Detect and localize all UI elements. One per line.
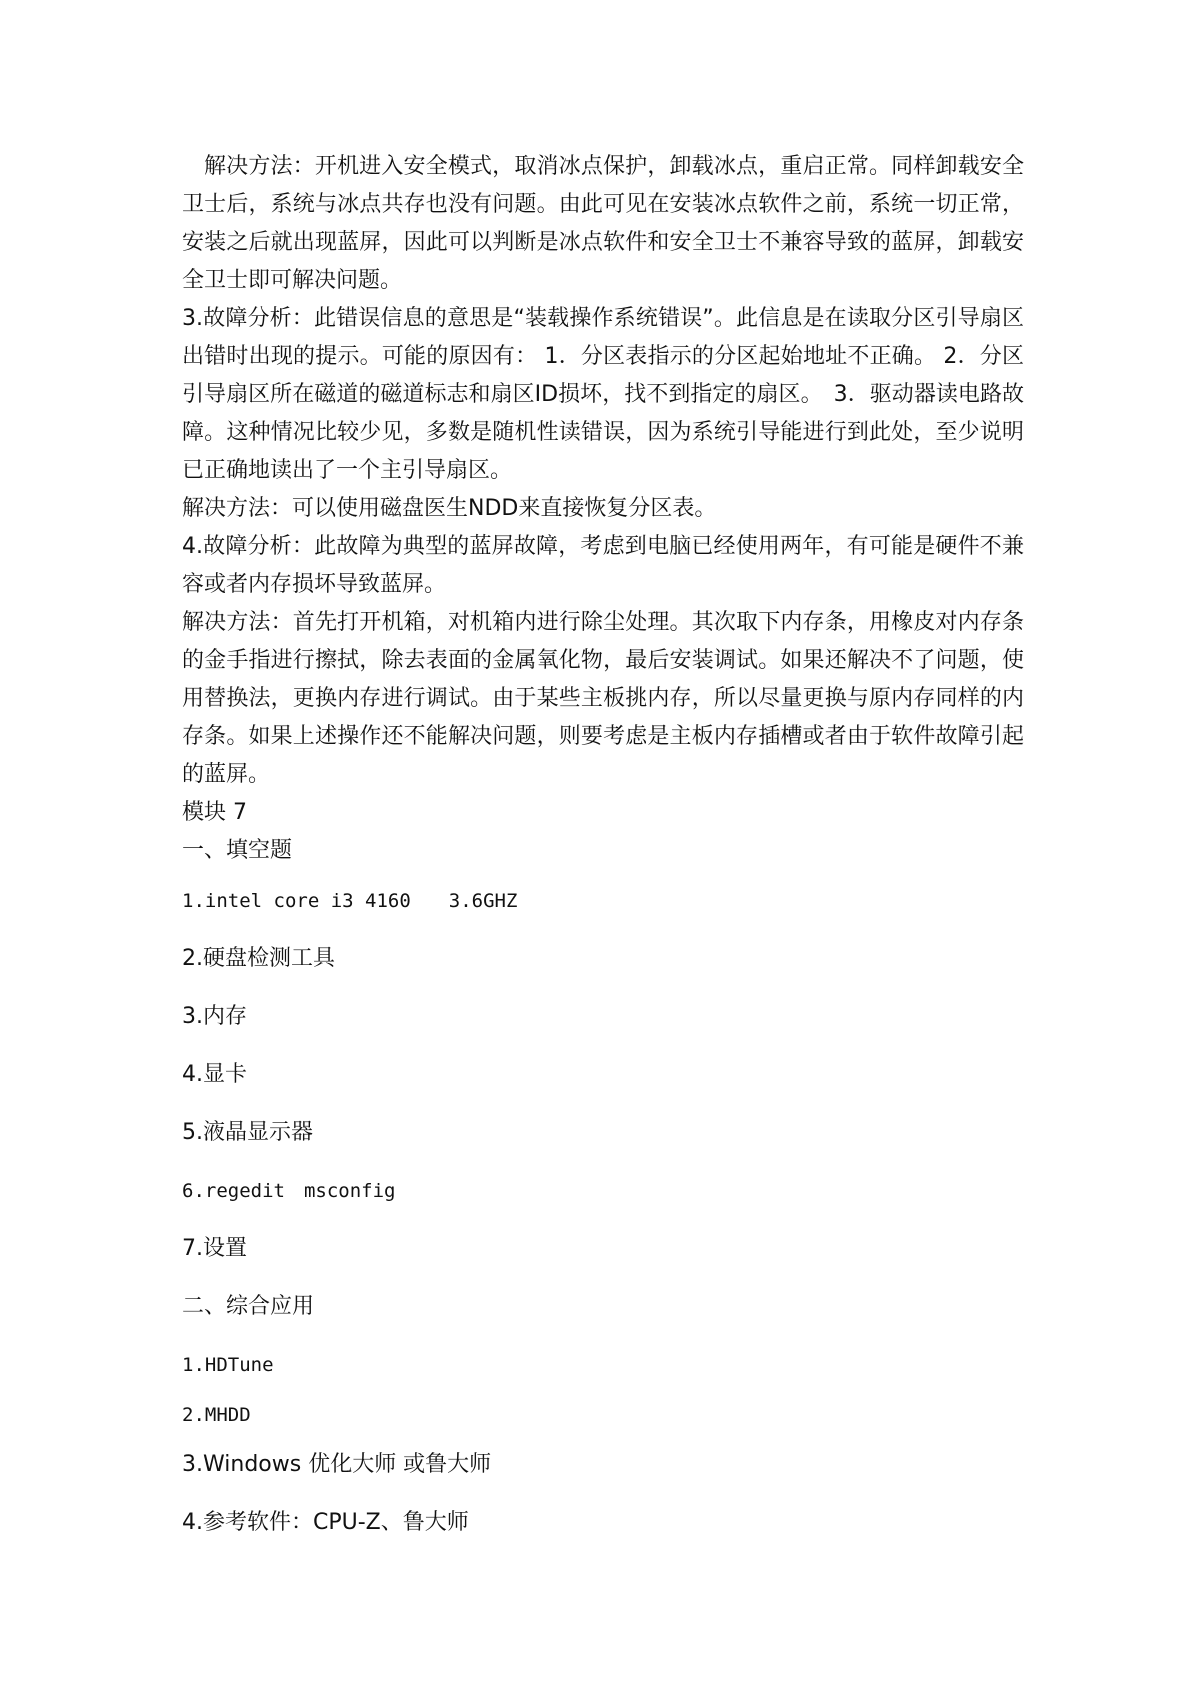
module-title: 模块 7 xyxy=(182,800,247,825)
application-heading: 二、综合应用 xyxy=(182,1294,315,1319)
fill-item-5: 5.液晶显示器 xyxy=(182,1120,313,1145)
apply-item-2: 2.MHDD xyxy=(182,1404,251,1426)
fill-item-2: 2.硬盘检测工具 xyxy=(182,946,335,971)
solution-paragraph-4: 解决方法：首先打开机箱，对机箱内进行除尘处理。其次取下内存条，用橡皮对内存条的金手指进行擦拭，除去表面的金属氧化物，最后安装调试。如果还解决不了问题，使用替换法，更换内存进行调试。由于某些主板挑内存，所以尽量更换与原内存同样的内存条。如果上述操作还不能解决问题，则要考虑是主板内存插槽或者由于软件故障引起的蓝屏。 xyxy=(182,610,1024,787)
apply-item-1: 1.HDTune xyxy=(182,1354,274,1376)
fill-item-4: 4.显卡 xyxy=(182,1062,247,1087)
document-body xyxy=(182,148,1024,1542)
apply-item-4: 4.参考软件：CPU-Z、鲁大师 xyxy=(182,1510,469,1535)
fault-analysis-3: 3.故障分析：此错误信息的意思是“装载操作系统错误”。此信息是在读取分区引导扇区出错时出现的提示。可能的原因有： 1．分区表指示的分区起始地址不正确。 2．分区引导扇区所在磁道的磁道标志和扇区ID损坏，找不到指定的扇区。 3．驱动器读电路故障。这种情况比较少见，多数是随机性读错误，因为系统引导能进行到此处，至少说明已正确地读出了一个主引导扇区。 xyxy=(182,306,1024,483)
fill-in-heading: 一、填空题 xyxy=(182,838,293,863)
fault-analysis-4: 4.故障分析：此故障为典型的蓝屏故障，考虑到电脑已经使用两年，有可能是硬件不兼容或者内存损坏导致蓝屏。 xyxy=(182,534,1024,597)
fill-item-7: 7.设置 xyxy=(182,1236,247,1261)
apply-item-3: 3.Windows 优化大师 或鲁大师 xyxy=(182,1452,492,1477)
solution-paragraph-3: 解决方法：可以使用磁盘医生NDD来直接恢复分区表。 xyxy=(182,496,717,521)
solution-paragraph-2: 解决方法：开机进入安全模式，取消冰点保护，卸载冰点，重启正常。同样卸载安全卫士后，系统与冰点共存也没有问题。由此可见在安装冰点软件之前，系统一切正常，安装之后就出现蓝屏，因此可以判断是冰点软件和安全卫士不兼容导致的蓝屏，卸载安全卫士即可解决问题。 xyxy=(182,154,1024,293)
fill-item-6: 6.regedit msconfig xyxy=(182,1180,396,1202)
fill-item-3: 3.内存 xyxy=(182,1004,247,1029)
fill-item-1: 1.intel core i3 4160 3.6GHZ xyxy=(182,890,518,912)
